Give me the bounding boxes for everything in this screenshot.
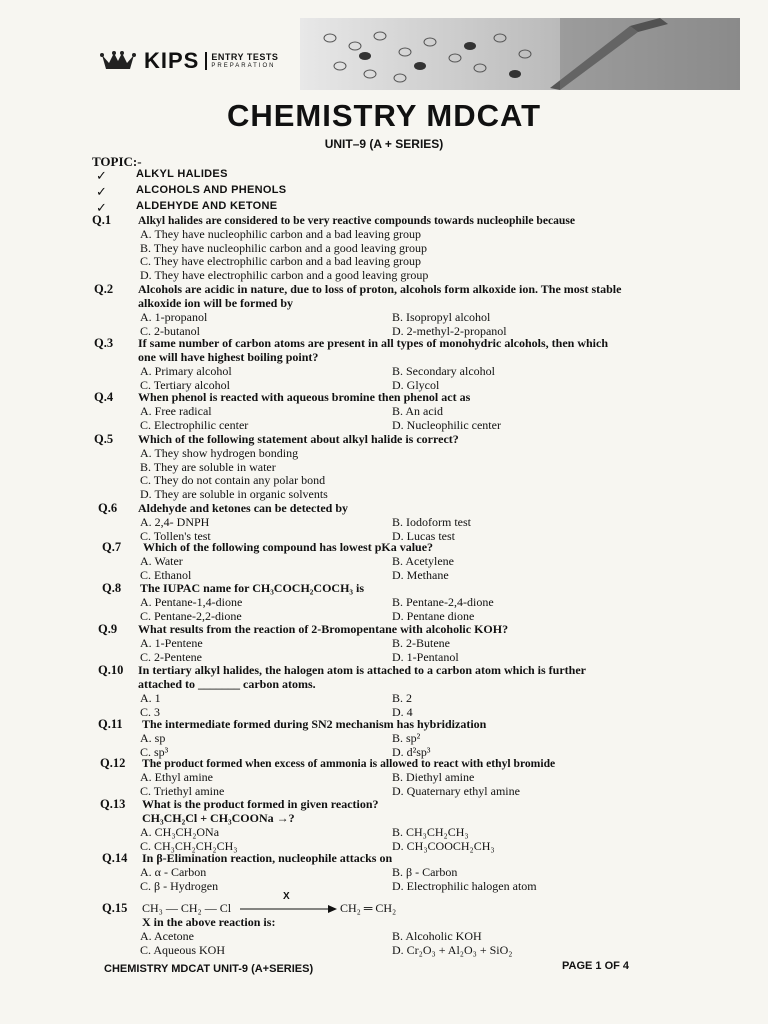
topic-item: ✓ ALKYL HALIDES — [96, 168, 228, 183]
option-b: B. CH₃CH₂CH₃ — [392, 825, 469, 839]
option-c: C. Ethanol — [140, 567, 192, 582]
kips-logo — [100, 48, 278, 74]
option-a: A. sp — [140, 731, 166, 745]
option-d: D. Pentane dione — [392, 608, 475, 623]
option-c: C. Pentane-2,2-dione — [140, 608, 242, 623]
options-list — [140, 637, 600, 664]
options-list — [140, 866, 600, 893]
options-list — [140, 555, 600, 582]
option-c: C. Tollen's test — [140, 528, 211, 543]
option-b: B. They are soluble in water — [140, 459, 276, 474]
option-d: D. d²sp³ — [392, 744, 431, 759]
option-a: A. Free radical — [140, 404, 212, 418]
reaction-equation: CH₃CH₂Cl + CH₃COONa →? — [142, 811, 295, 825]
option-a: A. 1-propanol — [140, 310, 208, 324]
options-list — [140, 596, 600, 623]
option-b: B. Diethyl amine — [392, 770, 475, 784]
question-text: Which of the following compound has lowest pKa value? — [143, 540, 434, 554]
option-c: C. They have electrophilic carbon and a bad leaving group — [140, 254, 422, 269]
option-d: D. Electrophilic halogen atom — [392, 878, 537, 893]
options-list — [140, 732, 600, 759]
unit-subtitle: UNIT–9 (A + SERIES) — [324, 137, 444, 151]
question-number: Q.7 — [102, 540, 122, 554]
question-number: Q.11 — [98, 717, 123, 731]
topic-item: ✓ ALDEHYDE AND KETONE — [96, 200, 278, 215]
question-text: The product formed when excess of ammonia is allowed to react with ethyl bromide — [142, 757, 556, 770]
product: CH₂ ═ CH₂ — [340, 901, 397, 915]
question-number: Q.10 — [98, 663, 124, 677]
options-list — [140, 692, 600, 719]
option-c: C. Triethyl amine — [140, 783, 225, 798]
options-list — [140, 365, 600, 392]
question-text: The intermediate formed during SN2 mechanism has hybridization — [142, 717, 487, 731]
option-a: A. Water — [140, 554, 183, 568]
option-b: B. Alcoholic KOH — [392, 929, 482, 943]
option-a: A. Primary alcohol — [140, 364, 232, 378]
question-number: Q.15 — [102, 901, 128, 915]
option-d: D. Glycol — [392, 377, 440, 392]
brand-name: KIPS — [144, 48, 200, 73]
option-c: C. β - Hydrogen — [140, 878, 219, 893]
question-text: Which of the following statement about alkyl halide is correct? — [138, 432, 459, 446]
check-icon: ✓ — [96, 168, 107, 183]
option-a: A. 1-Pentene — [140, 636, 203, 650]
option-b: B. sp² — [392, 731, 421, 745]
question-text: Aldehyde and ketones can be detected by — [138, 501, 349, 515]
omr-sheet-image — [300, 18, 740, 90]
header — [100, 18, 740, 98]
option-d: D. They are soluble in organic solvents — [140, 486, 328, 501]
option-d: D. Nucleophilic center — [392, 417, 501, 432]
option-d: D. 1-Pentanol — [392, 649, 459, 664]
option-b: B. Isopropyl alcohol — [392, 310, 491, 324]
question-number: Q.12 — [100, 756, 126, 770]
option-a: A. Ethyl amine — [140, 770, 213, 784]
brand-sub-entry-tests: ENTRY TESTS — [211, 52, 279, 62]
page-number: PAGE 1 OF 4 — [562, 960, 630, 972]
option-b: B. Secondary alcohol — [392, 364, 495, 378]
option-a: A. Acetone — [140, 929, 194, 943]
question-number: Q.3 — [94, 336, 114, 350]
option-b: B. β - Carbon — [392, 865, 458, 879]
question-text: What results from the reaction of 2-Bromopentane with alcoholic KOH? — [138, 622, 509, 636]
question-text: Alcohols are acidic in nature, due to loss of proton, alcohols form alkoxide ion. The most stable alkoxide ion will be formed by — [138, 282, 622, 310]
option-a: A. CH₃CH₂ONa — [140, 825, 220, 839]
footer-title: CHEMISTRY MDCAT UNIT-9 (A+SERIES) — [104, 963, 314, 975]
option-a: A. 1 — [140, 691, 161, 705]
question-number: Q.8 — [102, 581, 122, 595]
option-a: A. Pentane-1,4-dione — [140, 595, 243, 609]
question-number: Q.14 — [102, 851, 128, 865]
option-a: A. 2,4- DNPH — [140, 515, 210, 529]
options-list — [140, 930, 600, 957]
option-c: C. sp³ — [140, 744, 169, 759]
option-a: A. They have nucleophilic carbon and a bad leaving group — [140, 227, 422, 241]
option-c: C. Tertiary alcohol — [140, 377, 230, 392]
brand-sub-preparation: PREPARATION — [211, 63, 276, 69]
topic-label: TOPIC:- — [92, 154, 142, 169]
option-c: C. CH₃CH₂CH₂CH₃ — [140, 838, 238, 853]
options-list — [140, 826, 600, 853]
option-c: C. 2-Pentene — [140, 649, 202, 664]
question-text: When phenol is reacted with aqueous bromine then phenol act as — [138, 390, 471, 404]
option-d: D. They have electrophilic carbon and a good leaving group — [140, 267, 429, 282]
options-list — [140, 228, 600, 282]
question-text: Alkyl halides are considered to be very reactive compounds towards nucleophile because — [138, 214, 576, 227]
options-list — [140, 311, 600, 338]
question-text: If same number of carbon atoms are present in all types of monohydric alcohols, then which one will have highest boiling point? — [138, 336, 609, 364]
option-d: D. Lucas test — [392, 528, 455, 543]
check-icon: ✓ — [96, 184, 107, 199]
question-number: Q.1 — [92, 213, 112, 227]
question-number: Q.6 — [98, 501, 118, 515]
options-list — [140, 771, 600, 798]
option-b: B. Pentane-2,4-dione — [392, 595, 494, 609]
check-icon: ✓ — [96, 200, 107, 215]
option-c: C. Electrophilic center — [140, 417, 249, 432]
option-d: D. Methane — [392, 567, 449, 582]
options-list — [140, 405, 600, 432]
question-number: Q.5 — [94, 432, 114, 446]
question-text: What is the product formed in given reaction? — [142, 797, 379, 811]
option-b: B. They have nucleophilic carbon and a good leaving group — [140, 240, 428, 255]
option-c: C. They do not contain any polar bond — [140, 473, 326, 488]
option-d: D. Quaternary ethyl amine — [392, 783, 520, 798]
option-c: C. 3 — [140, 704, 161, 719]
question-text: In tertiary alkyl halides, the halogen atom is attached to a carbon atom which is further attached to _______ carbon atoms. — [138, 663, 586, 691]
crown-icon — [100, 49, 136, 73]
question-number: Q.9 — [98, 622, 118, 636]
option-d: D. Cr₂O₃ + Al₂O₃ + SiO₂ — [392, 942, 513, 957]
option-d: D. 2-methyl-2-propanol — [392, 323, 507, 338]
topic-item: ✓ ALCOHOLS AND PHENOLS — [96, 184, 287, 199]
options-list — [140, 447, 600, 501]
option-c: C. 2-butanol — [140, 323, 200, 338]
page-title: CHEMISTRY MDCAT — [226, 98, 542, 133]
question-number: Q.13 — [100, 797, 126, 811]
question-number: Q.2 — [94, 282, 114, 296]
reaction-arrow-icon — [240, 904, 338, 914]
option-a: A. α - Carbon — [140, 865, 207, 879]
option-b: B. 2 — [392, 691, 413, 705]
question-text: In β-Elimination reaction, nucleophile attacks on — [142, 851, 393, 865]
question-number: Q.4 — [94, 390, 114, 404]
option-a: A. They show hydrogen bonding — [140, 446, 299, 460]
reagent-label: X — [283, 891, 290, 902]
option-b: B. 2-Butene — [392, 636, 450, 650]
option-d: D. 4 — [392, 704, 413, 719]
reactant: CH₃ — CH₂ — Cl — [142, 901, 232, 915]
option-c: C. Aqueous KOH — [140, 942, 226, 957]
option-b: B. Iodoform test — [392, 515, 471, 529]
option-d: D. CH₃COOCH₂CH₃ — [392, 838, 495, 853]
option-b: B. An acid — [392, 404, 443, 418]
question-text: The IUPAC name for CH₃COCH₂COCH₃ is — [140, 581, 365, 595]
option-b: B. Acetylene — [392, 554, 454, 568]
question-text: X in the above reaction is: — [142, 915, 276, 929]
